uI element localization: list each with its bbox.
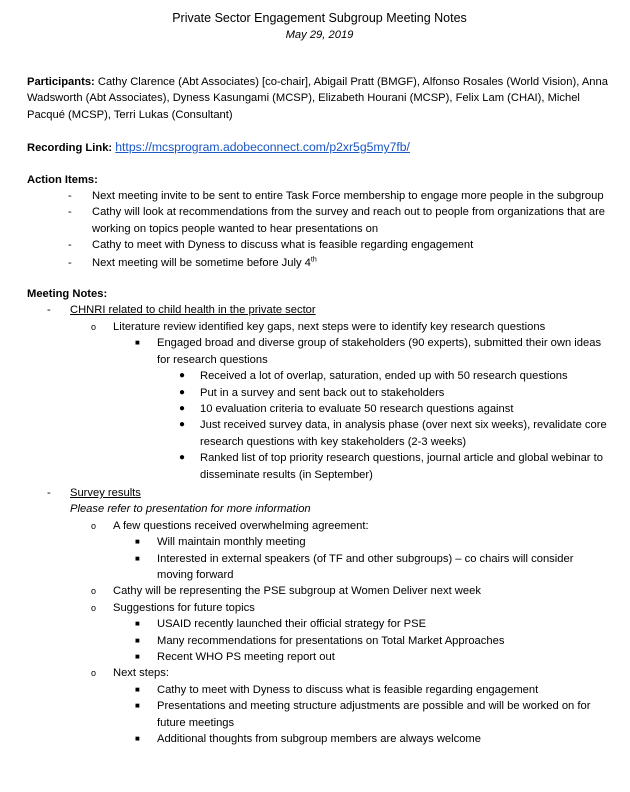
- participants-text: Cathy Clarence (Abt Associates) [co-chair], Abigail Pratt (BMGF), Alfonso Rosales (World Vision), Anna Wadsworth (Abt Associates), Dyness Kasungami (MCSP), Elizabeth Hourani (MCSP), Felix Lam (CHAI), Michel Pacqué (MCSP), Terri Lukas (Consultant): [27, 76, 608, 121]
- list-item: o A few questions received overwhelming agreement: ■ Will maintain monthly meeting ■ Interested in external speakers (of TF and other subgroups) – co chairs will consider moving forward: [27, 518, 612, 584]
- square-bullet-icon: ■: [135, 701, 140, 711]
- square-bullet-icon: ■: [135, 652, 140, 661]
- action-item: - Cathy to meet with Dyness to discuss what is feasible regarding engagement: [27, 237, 612, 253]
- action-items-heading: Action Items:: [27, 173, 98, 186]
- survey-note: Please refer to presentation for more information: [70, 503, 311, 516]
- square-bullet-icon: ■: [135, 619, 140, 629]
- action-item: - Cathy will look at recommendations from the survey and reach out to people from organizations that are working on topics people wanted to hear presentations on: [68, 206, 606, 235]
- list-item: ● Received a lot of overlap, saturation, ended up with 50 research questions: [27, 368, 612, 384]
- circle-bullet-icon: o: [91, 668, 97, 679]
- dot-bullet-icon: ●: [179, 386, 186, 398]
- survey-sublist: [27, 682, 612, 748]
- participants-paragraph: [27, 74, 612, 123]
- list-item: ■ Interested in external speakers (of TF and other subgroups) – co chairs will consider moving forward: [135, 552, 574, 581]
- list-item: ■ Recent WHO PS meeting report out: [27, 649, 612, 665]
- dash-marker: -: [68, 190, 72, 203]
- square-bullet-icon: ■: [135, 635, 140, 645]
- dot-bullet-icon: ●: [179, 419, 186, 431]
- recording-label: Recording Link:: [27, 142, 113, 155]
- chnri-heading: CHNRI related to child health in the private sector: [70, 304, 316, 317]
- list-item: ■ Many recommendations for presentations on Total Market Approaches: [27, 633, 612, 649]
- recording-paragraph: [27, 139, 612, 156]
- dot-bullet-icon: ●: [179, 370, 186, 382]
- document-date: May 29, 2019: [285, 29, 354, 41]
- list-item: ● Just received survey data, in analysis phase (over next six weeks), revalidate core research questions with key stakeholders (2-3 weeks): [179, 419, 607, 448]
- dash-marker: -: [68, 256, 72, 269]
- dash-marker: -: [47, 304, 51, 317]
- list-item: ■ Additional thoughts from subgroup members are always welcome: [27, 731, 612, 747]
- list-item: ■ Will maintain monthly meeting: [27, 534, 612, 550]
- recording-link[interactable]: https://mcsprogram.adobeconnect.com/p2xr5g5my7fb/: [115, 140, 410, 155]
- survey-sublist: [27, 534, 612, 583]
- dot-bullet-icon: ●: [179, 452, 186, 464]
- square-bullet-icon: ■: [135, 338, 140, 348]
- square-bullet-icon: ■: [135, 553, 140, 563]
- chnri-sublist: [27, 335, 612, 483]
- circle-bullet-icon: o: [91, 586, 97, 597]
- list-item: ■ USAID recently launched their official strategy for PSE: [27, 616, 612, 632]
- dash-marker: -: [68, 239, 72, 252]
- meeting-notes-list: [27, 302, 612, 747]
- list-item: o Next steps: ■ Cathy to meet with Dyness to discuss what is feasible regarding engagement ■ Presentations and meeting structure adjustments are possible and will be worked on for future meetings ■ Additional thoughts from subgroup members are always welcome: [27, 665, 612, 747]
- circle-bullet-icon: o: [91, 520, 97, 531]
- circle-bullet-icon: o: [91, 602, 97, 613]
- meeting-notes-heading: Meeting Notes:: [27, 288, 108, 301]
- square-bullet-icon: ■: [135, 537, 140, 547]
- square-bullet-icon: ■: [135, 684, 140, 694]
- document-title: Private Sector Engagement Subgroup Meeting Notes: [172, 11, 467, 25]
- survey-list: [27, 518, 612, 748]
- action-item: - Next meeting invite to be sent to entire Task Force membership to engage more people in the subgroup: [27, 188, 612, 204]
- meeting-notes-section-survey: [27, 485, 612, 748]
- dot-bullet-icon: ●: [179, 402, 186, 414]
- survey-heading: Survey results: [70, 486, 141, 499]
- list-item: o Literature review identified key gaps, next steps were to identify key research questions ■ Engaged broad and diverse group of stakeholders (90 experts), submitted their own ideas for research questions ● Received a lot of overlap, saturation, ended up with 50 research questions ● Put in a survey and sent back out to stakeholders ● 10 evaluation criteria to evaluate 50 research questions against ● Just received survey data, in analysis phase (over next six weeks), revalidate core research questions with key stakeholders (2-3 weeks) ● Ranked list of top priority research questions, journal article and global webinar to disseminate results (in September): [27, 319, 612, 483]
- meeting-notes-section-chnri: [27, 302, 612, 482]
- list-item: ● Ranked list of top priority research questions, journal article and global webinar to disseminate results (in September): [179, 452, 603, 481]
- list-item: o Suggestions for future topics ■ USAID recently launched their official strategy for PSE ■ Many recommendations for presentations on Total Market Approaches ■ Recent WHO PS meeting report out: [27, 600, 612, 666]
- action-item: - Next meeting will be sometime before July 4th: [27, 255, 612, 271]
- circle-bullet-icon: o: [91, 321, 97, 332]
- list-item: ■ Cathy to meet with Dyness to discuss what is feasible regarding engagement: [27, 682, 612, 698]
- list-item: ■ Presentations and meeting structure adjustments are possible and will be worked on for future meetings: [135, 700, 591, 729]
- list-item: ■ Engaged broad and diverse group of stakeholders (90 experts), submitted their own ideas for research questions ● Received a lot of overlap, saturation, ended up with 50 research questions ● Put in a survey and sent back out to stakeholders ● 10 evaluation criteria to evaluate 50 research questions against ● Just received survey data, in analysis phase (over next six weeks), revalidate core research questions with key stakeholders (2-3 weeks) ● Ranked list of top priority research questions, journal article and global webinar to disseminate results (in September): [27, 335, 612, 483]
- participants-label: Participants:: [27, 76, 95, 88]
- square-bullet-icon: ■: [135, 734, 140, 744]
- list-item: ● Put in a survey and sent back out to stakeholders: [27, 385, 612, 401]
- dash-marker: -: [68, 206, 72, 219]
- list-item: ● 10 evaluation criteria to evaluate 50 research questions against: [27, 401, 612, 417]
- list-item: o Cathy will be representing the PSE subgroup at Women Deliver next week: [27, 583, 612, 599]
- survey-sublist: [27, 616, 612, 665]
- chnri-points: [27, 368, 612, 483]
- chnri-list: [27, 319, 612, 483]
- action-items-list: [27, 188, 612, 271]
- dash-marker: -: [47, 486, 51, 499]
